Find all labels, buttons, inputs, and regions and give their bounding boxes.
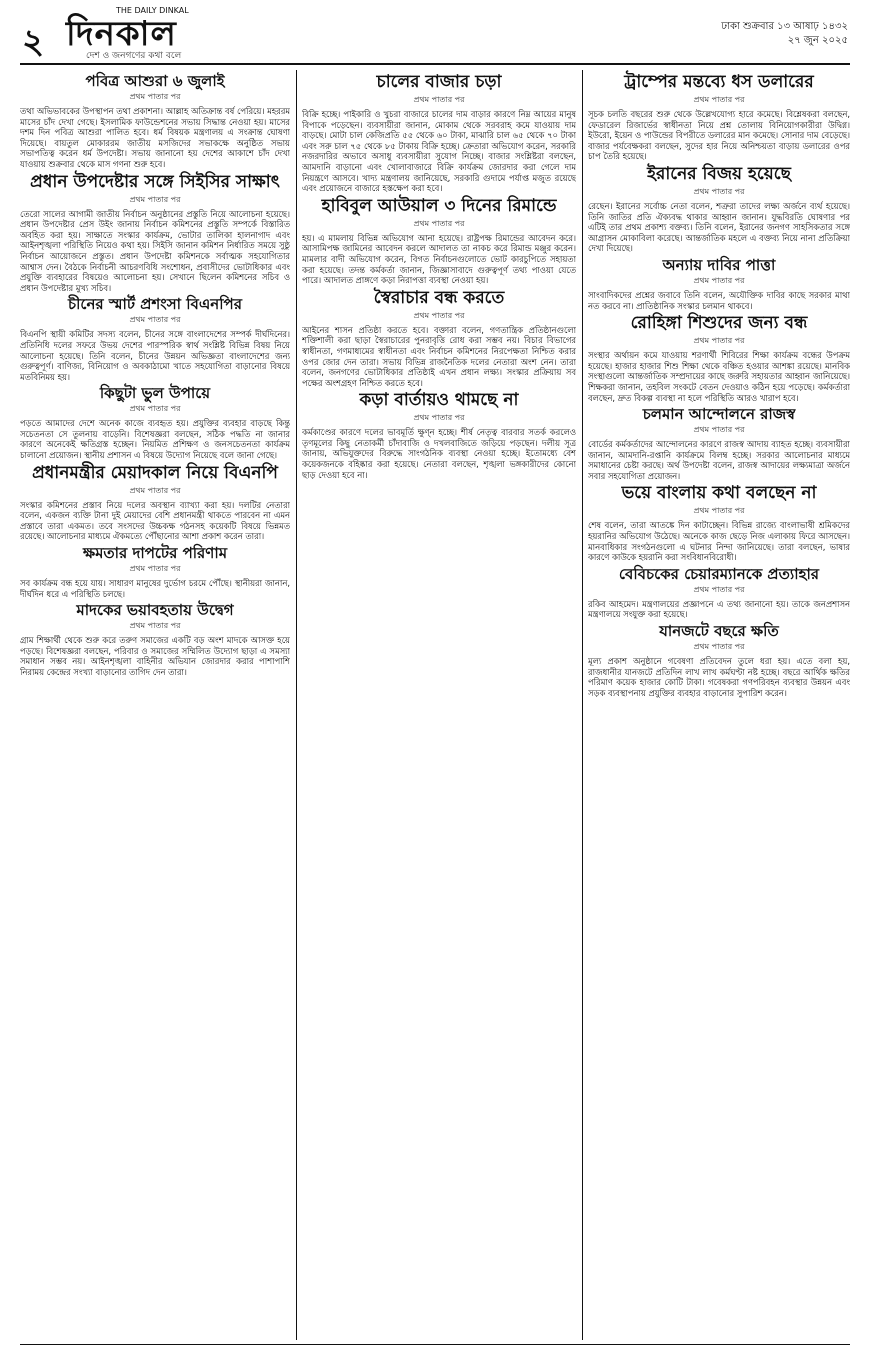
masthead-rule — [20, 63, 850, 65]
article-body: বিক্রি হচ্ছে। পাইকারি ও খুচরা বাজারে চালের দাম বাড়ার কারণে নিম্ন আয়ের মানুষ বিপাকে পড়েছেন। ব্যবসায়ীরা জানান, মোকাম থেকে সরবরাহ কমে যাওয়ায় দাম বাড়ছে। মোটা চাল কেজিপ্রতি ৫৫ থেকে ৬০ টাকা, মাঝারি চাল ৬৫ থেকে ৭০ টাকা এবং সরু চাল ৭৫ থেকে ৮৫ টাকায় বিক্রি হচ্ছে। ক্রেতারা অভিযোগ করেন, সরকারি নজরদারির অভাবে অসাধু ব্যবসায়ীরা সুযোগ নিচ্ছে। বাজার সংশ্লিষ্টরা বলছেন, আমদানি বাড়ানো এবং খোলাবাজারে বিক্রি কার্যক্রম জোরদার করা গেলে দাম নিয়ন্ত্রণে আসবে। খাদ্য মন্ত্রণালয় জানিয়েছে, সরকারি গুদামে পর্যাপ্ত মজুত রয়েছে এবং প্রয়োজনে বাজারে হস্তক্ষেপ করা হবে। — [302, 109, 576, 194]
article-body: রেছেন। ইরানের সর্বোচ্চ নেতা বলেন, শত্রুরা তাদের লক্ষ্য অর্জনে ব্যর্থ হয়েছে। তিনি জাতির প্রতি ঐক্যবদ্ধ থাকার আহ্বান জানান। যুদ্ধবিরতি ঘোষণার পর এটিই তার প্রথম প্রকাশ্য বক্তব্য। তিনি বলেন, ইরানের জনগণ সাহসিকতার সঙ্গে আগ্রাসন মোকাবিলা করেছে। আন্তর্জাতিক মহলে এ বক্তব্য নিয়ে নানা প্রতিক্রিয়া দেখা দিয়েছে। — [588, 200, 850, 254]
headline: বেবিচকের চেয়ারম্যানকে প্রত্যাহার — [618, 564, 820, 583]
continuation-note: প্রথম পাতার পর — [413, 95, 465, 104]
column-divider — [582, 70, 583, 1340]
page-number: ২ — [22, 22, 45, 62]
continuation-note: প্রথম পাতার পর — [129, 404, 181, 414]
headline: ট্রাম্পের মন্তব্যে ধস ডলারের — [624, 72, 814, 92]
headline: রোহিঙ্গা শিশুদের জন্য বন্ধ — [630, 313, 808, 334]
article-body: রকিব আহমেদ। মন্ত্রণালয়ের প্রজ্ঞাপনে এ তথ্য জানানো হয়। তাকে জনপ্রশাসন মন্ত্রণালয়ে সংযুক্ত করা হয়েছে। — [588, 598, 850, 620]
article-body: পড়তে আমাদের দেশে অনেক কাজে ব্যবহৃত হয়। প্রযুক্তির ব্যবহার বাড়ছে কিন্তু সচেতনতা সে তুলনায় বাড়েনি। বিশেষজ্ঞরা বলছেন, সঠিক পদ্ধতি না জানার কারণে অনেকেই ক্ষতিগ্রস্ত হচ্ছেন। নিয়মিত প্রশিক্ষণ ও জনসচেতনতা কার্যক্রম চালানো প্রয়োজন। স্থানীয় প্রশাসন এ বিষয়ে উদ্যোগ নিয়েছে বলে জানা গেছে। — [20, 418, 290, 461]
article-body: সূচক চলতি বছরের শুরু থেকে উল্লেখযোগ্য হারে কমেছে। বিশ্লেষকরা বলছেন, ফেডারেল রিজার্ভের স্বাধীনতা নিয়ে প্রশ্ন তোলায় বিনিয়োগকারীরা উদ্বিগ্ন। ইউরো, ইয়েন ও পাউন্ডের বিপরীতে ডলারের মান কমেছে। সোনার দাম বেড়েছে। বাজার পর্যবেক্ষকরা বলছেন, সুদের হার নিয়ে অনিশ্চয়তা বাড়ায় ডলারের ওপর চাপ তৈরি হয়েছে। — [588, 109, 850, 162]
newspaper-logo: দিনকাল — [66, 14, 177, 54]
headline: কিছুটা ভুল উপায়ে — [99, 384, 211, 403]
continuation-note: প্রথম পাতার পর — [693, 425, 745, 435]
column-right — [588, 70, 850, 1340]
column-divider — [296, 70, 297, 1340]
continuation-note: প্রথম পাতার পর — [413, 413, 465, 423]
continuation-note: প্রথম পাতার পর — [129, 621, 181, 631]
article-body: সাংবাদিকদের প্রশ্নের জবাবে তিনি বলেন, অযৌক্তিক দাবির কাছে সরকার মাথা নত করবে না। প্রাতিষ্ঠানিক সংস্কার চলমান থাকবে। — [588, 289, 850, 311]
headline: ভয়ে বাংলায় কথা বলছেন না — [621, 483, 817, 504]
headline: স্বৈরাচার বন্ধ করতে — [373, 287, 505, 308]
continuation-note: প্রথম পাতার পর — [693, 95, 745, 104]
footer-rule — [20, 1344, 850, 1345]
article-body: কর্মকাণ্ডের কারণে দলের ভাবমূর্তি ক্ষুণ্ন হচ্ছে। শীর্ষ নেতৃত্ব বারবার সতর্ক করলেও তৃণমূলের কিছু নেতাকর্মী চাঁদাবাজি ও দখলবাজিতে জড়িয়ে পড়ছেন। দলীয় সূত্র জানায়, অভিযুক্তদের বিরুদ্ধে সাংগঠনিক ব্যবস্থা নেওয়া হচ্ছে। ইতোমধ্যে বেশ কয়েকজনকে বহিষ্কার করা হয়েছে। নেতারা বলছেন, শৃঙ্খলা ভঙ্গকারীদের কোনো ছাড় দেওয়া হবে না। — [302, 427, 576, 480]
article-body: সংস্কার কমিশনের প্রস্তাব নিয়ে দলের অবস্থান ব্যাখ্যা করা হয়। দলটির নেতারা বলেন, একজন ব্যক্তি টানা দুই মেয়াদের বেশি প্রধানমন্ত্রী থাকতে পারবেন না এমন প্রস্তাবে তারা একমত। তবে সংসদের উচ্চকক্ষ গঠনসহ কয়েকটি বিষয়ে ভিন্নমত রয়েছে। আলোচনার মাধ্যমে ঐকমত্যে পৌঁছানোর আশা প্রকাশ করেন তারা। — [20, 499, 290, 542]
headline: পবিত্র আশুরা ৬ জুলাই — [85, 72, 225, 90]
article-body: শেষ বলেন, তারা আতঙ্কে দিন কাটাচ্ছেন। বিভিন্ন রাজ্যে বাংলাভাষী শ্রমিকদের হয়রানির অভিযোগ উঠেছে। অনেকে কাজ ছেড়ে নিজ এলাকায় ফিরে আসছেন। মানবাধিকার সংগঠনগুলো এ ঘটনার নিন্দা জানিয়েছে। তারা বলছেন, ভাষার কারণে কাউকে হয়রানি করা সংবিধানবিরোধী। — [588, 520, 850, 563]
article-body: হয়। এ মামলায় বিভিন্ন অভিযোগ আনা হয়েছে। রাষ্ট্রপক্ষ রিমান্ডের আবেদন করে। আসামিপক্ষ জামিনের আবেদন করলে আদালত তা নাকচ করে রিমান্ড মঞ্জুর করেন। মামলার বাদী অভিযোগ করেন, বিগত নির্বাচনগুলোতে ভোট কারচুপিতে সহায়তা করা হয়েছে। তদন্ত কর্মকর্তা জানান, জিজ্ঞাসাবাদে গুরুত্বপূর্ণ তথ্য পাওয়া যেতে পারে। আদালত প্রাঙ্গণে কড়া নিরাপত্তা ব্যবস্থা নেওয়া হয়। — [302, 232, 576, 286]
headline: চীনের স্মার্ট প্রশংসা বিএনপির — [68, 295, 242, 314]
headline: হাবিবুল আউয়াল ৩ দিনের রিমান্ডে — [321, 195, 557, 216]
continuation-note: প্রথম পাতার পর — [693, 275, 745, 285]
headline: প্রধান উপদেষ্টার সঙ্গে সিইসির সাক্ষাৎ — [30, 171, 280, 192]
continuation-note: প্রথম পাতার পর — [693, 336, 745, 346]
article-body: মূল্য প্রকাশ অনুষ্ঠানে গবেষণা প্রতিবেদন তুলে ধরা হয়। এতে বলা হয়, রাজধানীর যানজটে প্রতিদিন লাখ লাখ কর্মঘণ্টা নষ্ট হচ্ছে। বছরে আর্থিক ক্ষতির পরিমাণ কয়েক হাজার কোটি টাকা। গবেষকরা গণপরিবহন ব্যবস্থার উন্নয়ন এবং সড়ক ব্যবস্থাপনায় প্রযুক্তির ব্যবহার বাড়ানোর সুপারিশ করেন। — [588, 656, 850, 698]
continuation-note: প্রথম পাতার পর — [693, 584, 745, 594]
headline: ক্ষমতার দাপটের পরিণাম — [82, 544, 228, 563]
continuation-note: প্রথম পাতার পর — [129, 485, 181, 495]
date-english: ২৭ জুন ২০২৫ — [787, 35, 848, 46]
continuation-note: প্রথম পাতার পর — [129, 315, 181, 325]
headline: অন্যায় দাবির পাত্তা — [662, 255, 776, 274]
article-body: আইনের শাসন প্রতিষ্ঠা করতে হবে। বক্তারা বলেন, গণতান্ত্রিক প্রতিষ্ঠানগুলো শক্তিশালী করা ছাড়া স্বৈরাচারের পুনরাবৃত্তি রোধ করা সম্ভব নয়। বিচার বিভাগের স্বাধীনতা, গণমাধ্যমের স্বাধীনতা এবং নির্বাচন কমিশনের নিরপেক্ষতা নিশ্চিত করার ওপর জোর দেন তারা। সভায় বিভিন্ন রাজনৈতিক দলের নেতারা অংশ নেন। তারা বলেন, জনগণের ভোটাধিকার প্রতিষ্ঠাই এখন প্রধান লক্ষ্য। সংস্কার প্রক্রিয়ায় সব পক্ষের অংশগ্রহণ নিশ্চিত করতে হবে। — [302, 324, 576, 388]
headline: প্রধানমন্ত্রীর মেয়াদকাল নিয়ে বিএনপি — [32, 462, 278, 483]
article-body: সংস্থার অর্থায়ন কমে যাওয়ায় শরণার্থী শিবিরের শিক্ষা কার্যক্রম বন্ধের উপক্রম হয়েছে। হাজার হাজার শিশু শিক্ষা থেকে বঞ্চিত হওয়ার আশঙ্কা রয়েছে। মানবিক সংস্থাগুলো আন্তর্জাতিক সম্প্রদায়ের কাছে জরুরি সহায়তার আহ্বান জানিয়েছে। শিক্ষকরা জানান, তহবিল সংকটে বেতন দেওয়াও কঠিন হয়ে পড়েছে। কর্মকর্তারা বলছেন, দ্রুত বিকল্প ব্যবস্থা না হলে পরিস্থিতি আরও খারাপ হবে। — [588, 350, 850, 403]
tagline: দেশ ও জনগণের কথা বলে — [86, 51, 182, 61]
article-body: সব কার্যক্রম বন্ধ হয়ে যায়। সাধারণ মানুষের দুর্ভোগ চরমে পৌঁছে। স্থানীয়রা জানান, দীর্ঘদিন ধরে এ পরিস্থিতি চলছে। — [20, 578, 290, 599]
column-middle — [302, 70, 576, 1340]
headline: চলমান আন্দোলনে রাজস্ব — [642, 405, 796, 424]
headline: ইরানের বিজয় হয়েছে — [647, 163, 791, 184]
article-body: তথা অভিভাবকের উপস্থাপন তথা প্রকাশনা। আল্লাহ অতিক্রান্ত বর্ষ পেরিয়ে। মহররম মাসের চাঁদ দেখা গেছে। ইসলামিক ফাউন্ডেশনের সভায় সিদ্ধান্ত নেওয়া হয়। মাসের দশম দিন পবিত্র আশুরা পালিত হবে। ধর্ম বিষয়ক মন্ত্রণালয় এ সংক্রান্ত ঘোষণা দিয়েছে। বায়তুল মোকাররম জাতীয় মসজিদের সভাকক্ষে অনুষ্ঠিত সভায় সভাপতিত্ব করেন ধর্ম উপদেষ্টা। সভায় জানানো হয় দেশের আকাশে চাঁদ দেখা যাওয়ায় শুক্রবার থেকে মাস গণনা শুরু হবে। — [20, 106, 290, 169]
headline: চালের বাজার চড়া — [376, 72, 502, 92]
continuation-note: প্রথম পাতার পর — [413, 310, 465, 320]
article-body: গ্রাম শিক্ষার্থী থেকে শুরু করে তরুণ সমাজের একটি বড় অংশ মাদকে আসক্ত হয়ে পড়ছে। বিশেষজ্ঞরা বলছেন, পরিবার ও সমাজের সম্মিলিত উদ্যোগ ছাড়া এ সমস্যা সমাধান সম্ভব নয়। আইনশৃঙ্খলা বাহিনীর অভিযান জোরদার করার পাশাপাশি নিরাময় কেন্দ্রের সংখ্যা বাড়ানোর তাগিদ দেন তারা। — [20, 635, 290, 677]
date-bangla: ঢাকা শুক্রবার ১৩ আষাঢ় ১৪৩২ — [721, 21, 848, 32]
headline: যানজটে বছরে ক্ষতি — [659, 622, 779, 641]
masthead — [0, 0, 870, 62]
article-body: তেরো সালের আগামী জাতীয় নির্বাচন অনুষ্ঠানের প্রস্তুতি নিয়ে আলোচনা হয়েছে। প্রধান উপদেষ্টার প্রেস উইং জানায় নির্বাচন কমিশনের প্রস্তুতি সম্পর্কে বিস্তারিত অবহিত করা হয়। সাক্ষাতে সংস্কার কার্যক্রম, ভোটার তালিকা হালনাগাদ এবং আইনশৃঙ্খলা পরিস্থিতি নিয়েও কথা হয়। সিইসি জানান কমিশন নির্ধারিত সময়ে সুষ্ঠু নির্বাচন আয়োজনে প্রস্তুত। প্রধান উপদেষ্টা কমিশনকে সর্বাত্মক সহযোগিতার আশ্বাস দেন। বৈঠকে নির্বাচনী আচরণবিধি সংশোধন, প্রবাসীদের ভোটাধিকার এবং প্রযুক্তি ব্যবহারের বিষয়েও আলোচনা হয়। সেখানে ছিলেন কমিশনের সচিব ও প্রধান উপদেষ্টার মুখ্য সচিব। — [20, 208, 290, 293]
headline: কড়া বার্তায়ও থামছে না — [359, 390, 519, 411]
continuation-note: প্রথম পাতার পর — [129, 92, 181, 101]
continuation-note: প্রথম পাতার পর — [693, 506, 745, 516]
newspaper-logo-english: THE DAILY DINKAL — [116, 6, 189, 15]
article-body: বিএনপি স্থায়ী কমিটির সদস্য বলেন, চীনের সঙ্গে বাংলাদেশের সম্পর্ক দীর্ঘদিনের। প্রতিনিধি দলের সফরে উভয় দেশের পারস্পরিক স্বার্থ সংশ্লিষ্ট বিভিন্ন বিষয় নিয়ে আলোচনা হয়েছে। তিনি বলেন, চীনের উন্নয়ন অভিজ্ঞতা বাংলাদেশের জন্য গুরুত্বপূর্ণ। বাণিজ্য, বিনিয়োগ ও অবকাঠামো খাতে সহযোগিতা বাড়ানোর বিষয়ে মতবিনিময় হয়। — [20, 329, 290, 382]
continuation-note: প্রথম পাতার পর — [693, 186, 745, 196]
continuation-note: প্রথম পাতার পর — [413, 218, 465, 228]
continuation-note: প্রথম পাতার পর — [693, 642, 745, 652]
column-left — [20, 70, 290, 1340]
continuation-note: প্রথম পাতার পর — [129, 194, 181, 204]
article-body: বোর্ডের কর্মকর্তাদের আন্দোলনের কারণে রাজস্ব আদায় ব্যাহত হচ্ছে। ব্যবসায়ীরা জানান, আমদানি-রপ্তানি কার্যক্রমে বিলম্ব হচ্ছে। সরকার আলোচনার মাধ্যমে সমাধানের চেষ্টা করছে। অর্থ উপদেষ্টা বলেন, রাজস্ব আদায়ের লক্ষ্যমাত্রা অর্জনে সবার সহযোগিতা প্রয়োজন। — [588, 439, 850, 481]
dateline — [721, 20, 848, 48]
headline: মাদকের ভয়াবহতায় উদ্বেগ — [76, 601, 234, 620]
continuation-note: প্রথম পাতার পর — [129, 564, 181, 574]
